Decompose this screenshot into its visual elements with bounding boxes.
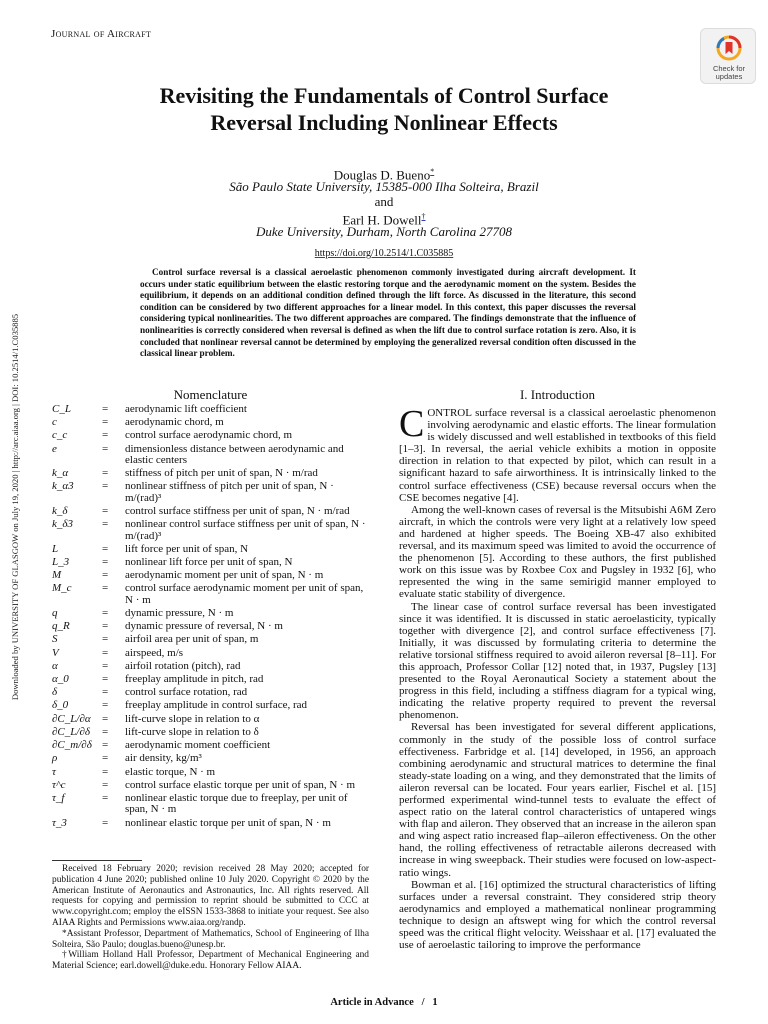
introduction-heading: I. Introduction [519, 387, 596, 402]
nomenclature-definition: lift force per unit of span, N [125, 542, 249, 555]
intro-paragraph-5: Bowman et al. [16] optimized the structural characteristics of lifting surfaces under a reversal constraint. They considered strip theory aerodynamics and employed a mathematical nonlinear programming technique to design an aftswept wing for which the control reversal speed was the critical flight velocity. Weisshaar et al. [17] evaluated the use of aeroelastic tailoring to improve the performance [399, 878, 716, 952]
intro-p1-text: ONTROL surface reversal is a classical aeroelastic phenomenon involving aerodynamic and elastic efforts. The linear formulation is widely discussed and well established in textbooks of this field [1–3]. In reversal, the aerial vehicle exhibits a motion in opposite direction in relation to that expected by pilot, which can result in a significant hazard to safe airworthiness. It is intrinsically linked to the control surface effectiveness (CSE) because reversal occurs when the CSE becomes negative [4]. [399, 407, 716, 504]
affiliation-2: Duke University, Durham, North Carolina 27708 [255, 224, 513, 239]
nomenclature-definition: control surface rotation, rad [125, 686, 248, 699]
nomenclature-row [52, 583, 369, 606]
nomenclature-row [52, 674, 369, 685]
intro-paragraph-4: Reversal has been investigated for several different applications, commonly in the study of the possible loss of control surface effectiveness. Farbridge et al. [14] developed, in 1956, an approach combining aerodynamic and structural matrices to determine the final steady-state loading on a wing, and they demonstrated that the limits of aileron reversal can be located. Four years earlier, Fischel et al. [15] performed experimental wind-tunnel tests to evaluate the effect of aspect ratio on the lateral control characteristics of untapered wings with flap and aileron. They observed that an increase in the aileron span and wing aspect ratio increased flap–aileron effectiveness. On the other hand, the rolling effectiveness of retractable ailerons decreased with increase in wing sweepback. Their studies were focused on low-aspect-ratio wings. [399, 721, 716, 879]
journal-name: Journal of Aircraft [51, 28, 152, 40]
nomenclature-symbol: k_δ [52, 505, 68, 518]
check-updates-icon [716, 35, 742, 61]
nomenclature-equals: = [102, 778, 109, 791]
nomenclature-equals: = [102, 416, 109, 429]
nomenclature-equals: = [102, 429, 109, 442]
nomenclature-definition: dynamic pressure of reversal, N · m [125, 620, 283, 633]
nomenclature-row [52, 557, 369, 568]
author-2-footnote-link[interactable]: † [421, 212, 426, 221]
nomenclature-symbol: τ_3 [52, 816, 67, 829]
footnote-author-2: †William Holland Hall Professor, Department of Mechanical Engineering and Material Science; earl.dowell@duke.edu. Honorary Fellow AIAA. [52, 950, 369, 972]
nomenclature-symbol: V [52, 646, 59, 659]
nomenclature-symbol: c_c [52, 429, 68, 442]
nomenclature-definition: control surface elastic torque per unit of span, N · m [125, 778, 356, 791]
nomenclature-symbol: q_R [52, 620, 70, 633]
nomenclature-row [52, 430, 369, 441]
nomenclature-row [52, 714, 369, 725]
nomenclature-symbol: α_0 [52, 673, 69, 686]
nomenclature-definition: control surface aerodynamic moment per unit of span, N · m [125, 582, 364, 606]
nomenclature-equals: = [102, 620, 109, 633]
nomenclature-row [52, 481, 369, 504]
drop-cap: C [399, 403, 425, 445]
nomenclature-equals: = [102, 403, 109, 415]
nomenclature-definition: aerodynamic moment coefficient [125, 739, 271, 752]
author-1-name: Douglas D. Bueno [333, 167, 431, 183]
nomenclature-equals: = [102, 505, 109, 518]
and-text: and [374, 194, 394, 209]
nomenclature-row [52, 767, 369, 778]
nomenclature-row [52, 608, 369, 619]
author-2-name: Earl H. Dowell [342, 212, 422, 228]
nomenclature-definition: nonlinear control surface stiffness per unit of span, N · m/(rad)³ [125, 518, 366, 542]
nomenclature-equals: = [102, 556, 109, 569]
nomenclature-equals: = [102, 673, 109, 686]
nomenclature-definition: airfoil rotation (pitch), rad [125, 659, 241, 672]
nomenclature-list [52, 404, 369, 831]
nomenclature-row [52, 468, 369, 479]
page-footer: Article in Advance / 1 [330, 997, 438, 1008]
download-sidebar: Downloaded by UNIVERSITY OF GLASGOW on July 19, 2020 | http://arc.aiaa.org | DOI: 10.2514/1.C035885 [10, 313, 20, 701]
nomenclature-symbol: L_3 [52, 556, 70, 569]
doi-line [0, 245, 768, 262]
nomenclature-row [52, 544, 369, 555]
nomenclature-symbol: e [52, 442, 57, 455]
nomenclature-symbol: δ [52, 686, 58, 699]
nomenclature-equals: = [102, 582, 109, 595]
nomenclature-symbol: M_c [52, 582, 72, 595]
nomenclature-equals: = [102, 442, 109, 455]
nomenclature-row [52, 661, 369, 672]
nomenclature-row [52, 621, 369, 632]
nomenclature-equals: = [102, 646, 109, 659]
nomenclature-equals: = [102, 816, 109, 829]
check-for-updates-badge[interactable] [700, 28, 756, 84]
nomenclature-symbol: S [52, 633, 58, 646]
nomenclature-symbol: ρ [52, 752, 58, 765]
nomenclature-symbol: C_L [52, 403, 71, 415]
nomenclature-symbol: α [52, 659, 58, 672]
footnotes [52, 864, 369, 972]
nomenclature-symbol: τ_f [52, 791, 65, 804]
nomenclature-row [52, 793, 369, 816]
nomenclature-symbol: ∂C_m/∂δ [52, 739, 92, 752]
abstract: Control surface reversal is a classical aeroelastic phenomenon commonly investigated during aircraft development. It occurs under static equilibrium between the elastic restoring torque and the aerodynamic moment on the system. Besides the equilibrium, it depends on an additional condition defined through the lift force. As discussed in the literature, this second condition can be considered by two different approaches for a linear model. In this context, this paper discusses the reversal considering typical nonlinearities. The two different approaches are compared. The findings demonstrate that the influence of nonlinearities is correctly considered when reversal is defined as when the lift due to control surface rotation is zero. Also, it is concluded that nonlinear reversal cannot be determined by employing the generalized reversal condition often discussed in the classical linear problem. [140, 267, 636, 359]
nomenclature-symbol: τ^c [52, 778, 66, 791]
nomenclature-symbol: ∂C_L/∂δ [52, 725, 90, 738]
intro-paragraph-3: The linear case of control surface reversal has been investigated since it was identified. It is discussed in static aeroelasticity, typically together with divergence [2], and control surface effectiveness [7]. Initially, it was discussed by formulating criteria to determine the relative torsional stiffness required to avoid aileron reversal [8–11]. For this approach, Professor Collar [12] noted that, in 1937, Pugsley [13] presented to the Royal Aeronautical Society a statement about the progress in this field, including a stiffness diagram for a typical wing, indicating the relative property required to prevent the reversal phenomenon. [399, 600, 716, 722]
nomenclature-equals: = [102, 569, 109, 582]
nomenclature-definition: aerodynamic lift coefficient [125, 403, 247, 415]
nomenclature-symbol: k_α3 [52, 480, 74, 493]
nomenclature-definition: lift-curve slope in relation to δ [125, 725, 259, 738]
nomenclature-definition: airspeed, m/s [125, 646, 184, 659]
nomenclature-definition: air density, kg/m³ [125, 752, 202, 765]
nomenclature-definition: freeplay amplitude in control surface, rad [125, 699, 308, 712]
footnote-received: Received 18 February 2020; revision received 28 May 2020; accepted for publication 4 June 2020; published online 10 July 2020. Copyright © 2020 by the American Institute of Aeronautics and Astronautics, Inc. All rights reserved. All requests for copying and permission to reprint should be submitted to CCC at www.copyright.com; employ the eISSN 1533-3868 to initiate your request. See also AIAA Rights and Permissions www.aiaa.org/randp. [52, 864, 369, 928]
nomenclature-symbol: δ_0 [52, 699, 69, 712]
nomenclature-definition: dimensionless distance between aerodynamic and elastic centers [125, 442, 344, 467]
nomenclature-row [52, 519, 369, 542]
nomenclature-definition: control surface stiffness per unit of span, N · m/rad [125, 505, 350, 518]
nomenclature-definition: dynamic pressure, N · m [125, 607, 234, 620]
nomenclature-equals: = [102, 467, 109, 480]
intro-paragraph-1 [399, 403, 716, 504]
nomenclature-equals: = [102, 725, 109, 738]
intro-paragraph-2: Among the well-known cases of reversal is the Mitsubishi A6M Zero aircraft, in which the controls were very light at a relatively low speed and hardened at higher speeds. The Boeing XB-47 also exhibited reversal, and its maximum speed was limited to avoid the occurrence of the phenomenon [5]. According to these authors, the first published work on this issue was by Roxbee Cox and Pugsley in 1932 [6], who represented the wing in the same semirigid manner employed to evaluate static stability of divergence. [399, 503, 716, 601]
nomenclature-definition: control surface aerodynamic chord, m [125, 429, 293, 442]
author-1-footnote-link[interactable]: * [430, 167, 435, 176]
nomenclature-row [52, 740, 369, 751]
nomenclature-definition: lift-curve slope in relation to α [125, 712, 260, 725]
doi-link[interactable]: https://doi.org/10.2514/1.C035885 [314, 248, 454, 259]
nomenclature-equals: = [102, 752, 109, 765]
nomenclature-symbol: ∂C_L/∂α [52, 712, 91, 725]
nomenclature-row [52, 780, 369, 791]
nomenclature-row [52, 634, 369, 645]
nomenclature-definition: nonlinear stiffness of pitch per unit of span, N · m/(rad)³ [125, 480, 334, 504]
title-line-2: Reversal Including Nonlinear Effects [210, 110, 558, 135]
nomenclature-equals: = [102, 765, 109, 778]
nomenclature-row [52, 700, 369, 711]
affiliation-1: São Paulo State University, 15385-000 Ilha Solteira, Brazil [229, 179, 539, 194]
nomenclature-equals: = [102, 518, 109, 531]
nomenclature-equals: = [102, 633, 109, 646]
nomenclature-symbol: c [52, 416, 57, 429]
nomenclature-row [52, 753, 369, 764]
nomenclature-equals: = [102, 699, 109, 712]
nomenclature-row [52, 818, 369, 829]
nomenclature-row [52, 404, 369, 415]
nomenclature-equals: = [102, 712, 109, 725]
nomenclature-symbol: M [52, 569, 62, 582]
nomenclature-heading: Nomenclature [173, 387, 248, 402]
nomenclature-equals: = [102, 686, 109, 699]
introduction-body [399, 403, 716, 952]
nomenclature-definition: freeplay amplitude in pitch, rad [125, 673, 264, 686]
nomenclature-row [52, 648, 369, 659]
nomenclature-definition: stiffness of pitch per unit of span, N · m/rad [125, 467, 318, 480]
footnote-author-1: *Assistant Professor, Department of Mathematics, School of Engineering of Ilha Solteira, São Paulo; douglas.bueno@unesp.br. [52, 928, 369, 950]
nomenclature-equals: = [102, 607, 109, 620]
nomenclature-equals: = [102, 739, 109, 752]
footnote-rule [52, 860, 142, 861]
nomenclature-definition: aerodynamic moment per unit of span, N · m [125, 569, 324, 582]
nomenclature-row [52, 687, 369, 698]
nomenclature-equals: = [102, 480, 109, 493]
nomenclature-symbol: L [52, 542, 59, 555]
nomenclature-equals: = [102, 791, 109, 804]
nomenclature-equals: = [102, 659, 109, 672]
nomenclature-equals: = [102, 542, 109, 555]
nomenclature-symbol: q [52, 607, 58, 620]
nomenclature-definition: nonlinear elastic torque due to freeplay, per unit of span, N · m [125, 791, 348, 816]
badge-line2: updates [715, 72, 743, 81]
nomenclature-symbol: τ [52, 765, 56, 778]
nomenclature-row [52, 417, 369, 428]
nomenclature-symbol: k_δ3 [52, 518, 73, 531]
title-line-1: Revisiting the Fundamentals of Control Surface [159, 83, 609, 108]
nomenclature-definition: elastic torque, N · m [125, 765, 216, 778]
paper-title [60, 82, 708, 136]
nomenclature-row [52, 570, 369, 581]
nomenclature-symbol: k_α [52, 467, 69, 480]
nomenclature-definition: nonlinear lift force per unit of span, N [125, 556, 293, 569]
badge-line1: Check for [712, 64, 746, 73]
nomenclature-definition: aerodynamic chord, m [125, 416, 224, 429]
nomenclature-row [52, 727, 369, 738]
nomenclature-definition: airfoil area per unit of span, m [125, 633, 259, 646]
nomenclature-definition: nonlinear elastic torque per unit of span, N · m [125, 816, 331, 829]
nomenclature-row [52, 444, 369, 467]
nomenclature-row [52, 506, 369, 517]
